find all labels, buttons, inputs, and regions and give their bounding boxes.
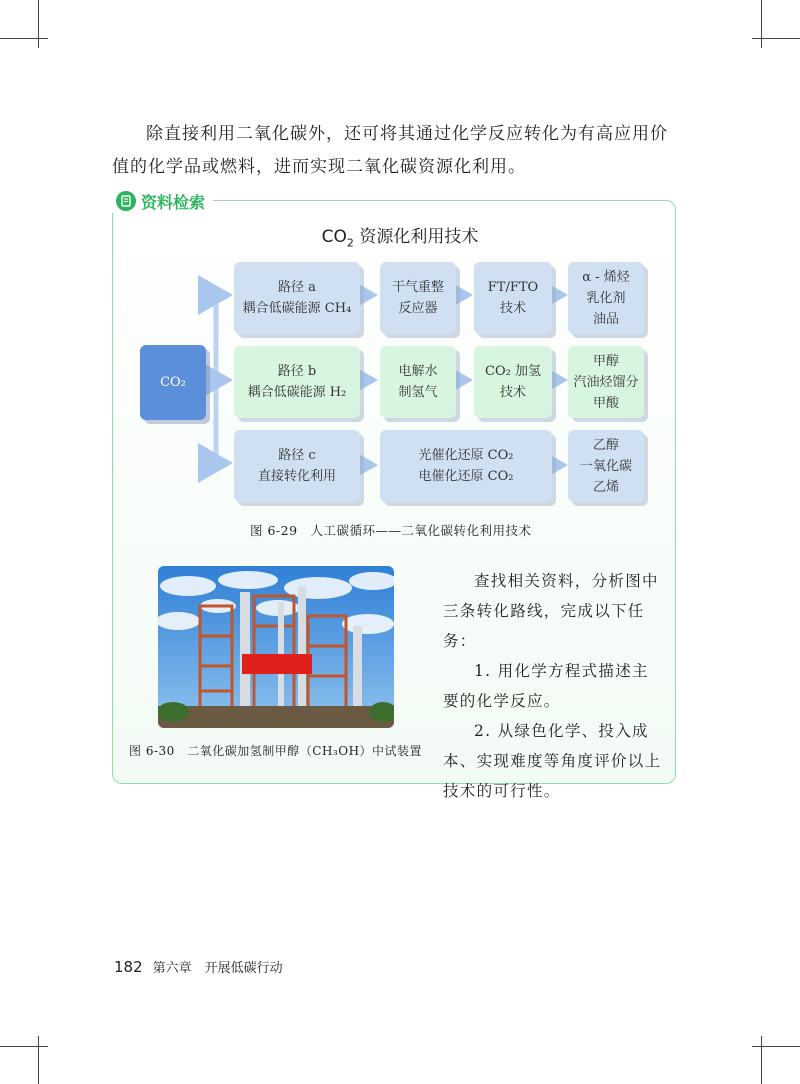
- panel-tag-label: 资料检索: [141, 192, 206, 212]
- route-a-step2: FT/FTO 技术: [474, 262, 552, 334]
- route-c-products: 乙醇 一氧化碳 乙烯: [568, 430, 644, 502]
- intro-paragraph-text: 除直接利用二氧化碳外，还可将其通过化学反应转化为有高应用价值的化学品或燃料，进而实现二氧化碳资源化利用。: [112, 124, 668, 177]
- route-a-products: α - 烯烃 乳化剂 油品: [568, 262, 644, 334]
- route-b-step2: CO₂ 加氢 技术: [474, 346, 552, 418]
- pilot-plant-photo: [158, 566, 394, 728]
- route-b-step1: 电解水 制氢气: [380, 346, 456, 418]
- route-a-step1: 干气重整 反应器: [380, 262, 456, 334]
- crop-mark: [752, 1046, 800, 1047]
- page-number: 182: [114, 958, 143, 976]
- crop-mark: [0, 1046, 48, 1047]
- crop-mark: [761, 1036, 762, 1084]
- route-b-box: 路径 b 耦合低碳能源 H₂: [234, 346, 360, 418]
- route-b-products: 甲醇 汽油烃馏分 甲酸: [568, 346, 644, 418]
- co2-source-box: CO₂: [140, 345, 206, 420]
- task-item-1: 1. 用化学方程式描述主要的化学反应。: [443, 662, 649, 710]
- figure-caption: 图 6-29 人工碳循环——二氧化碳转化利用技术: [250, 523, 532, 538]
- route-c-box: 路径 c 直接转化利用: [234, 430, 360, 502]
- chapter-title: 第六章 开展低碳行动: [152, 961, 283, 976]
- page-footer: [114, 957, 283, 976]
- figure-title: $CO_2$ 资源化利用技术: [321, 227, 479, 250]
- photo-caption: 图 6-30 二氧化碳加氢制甲醇（CH₃OH）中试装置: [129, 744, 423, 758]
- task-text: [443, 566, 665, 806]
- crop-mark: [38, 1036, 39, 1084]
- task-item-2: 2. 从绿色化学、投入成本、实现难度等角度评价以上技术的可行性。: [443, 722, 662, 800]
- route-a-box: 路径 a 耦合低碳能源 CH₄: [234, 262, 360, 334]
- route-c-step1: 光催化还原 CO₂ 电催化还原 CO₂: [380, 430, 552, 502]
- task-intro: 查找相关资料，分析图中三条转化路线，完成以下任务：: [443, 572, 659, 650]
